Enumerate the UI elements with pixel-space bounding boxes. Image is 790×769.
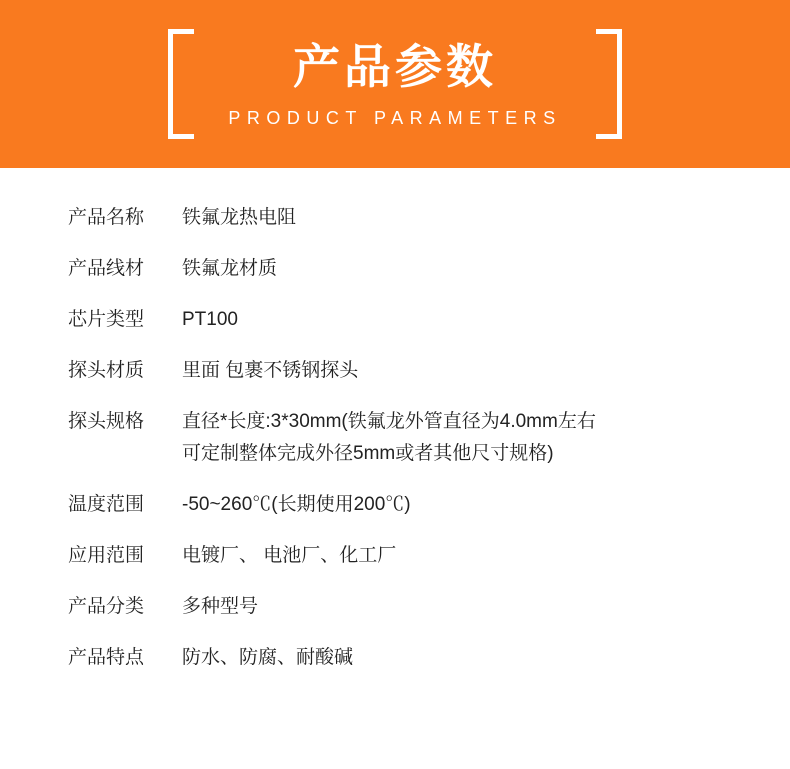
- banner-titles: [212, 39, 578, 129]
- spec-value: -50~260℃(长期使用200℃): [182, 494, 411, 515]
- spec-row: [0, 355, 790, 387]
- left-bracket-decoration: [168, 29, 194, 139]
- spec-label: 温度范围: [68, 494, 145, 515]
- banner-content: [0, 0, 790, 168]
- spec-value: 防水、防腐、耐酸碱: [182, 647, 354, 668]
- spec-row: [0, 202, 790, 234]
- spec-label: 应用范围: [68, 545, 145, 566]
- spec-row: [0, 540, 790, 572]
- spec-label: 芯片类型: [68, 309, 145, 330]
- spec-value-line-1: 直径*长度:3*30mm(铁氟龙外管直径为4.0mm左右: [182, 411, 596, 432]
- spec-value: 铁氟龙热电阻: [182, 207, 297, 228]
- spec-value: PT100: [182, 309, 238, 330]
- spec-row: [0, 406, 790, 470]
- spec-row: [0, 253, 790, 285]
- spec-label: 探头规格: [68, 411, 145, 432]
- spec-value: 铁氟龙材质: [182, 258, 278, 279]
- banner-bracket-group: [168, 29, 622, 139]
- page-banner: [0, 0, 790, 168]
- right-bracket-decoration: [596, 29, 622, 139]
- spec-label: 产品名称: [68, 207, 145, 228]
- spec-row: [0, 304, 790, 336]
- spec-value: 电镀厂、 电池厂、化工厂: [182, 545, 397, 566]
- spec-row: [0, 489, 790, 521]
- spec-list: [0, 168, 790, 693]
- spec-label: 产品线材: [68, 258, 145, 279]
- spec-row: [0, 591, 790, 623]
- page-title: 产品参数: [293, 39, 497, 93]
- spec-label: 探头材质: [68, 360, 145, 381]
- spec-value: 多种型号: [182, 596, 259, 617]
- spec-label: 产品分类: [68, 596, 145, 617]
- spec-value: 里面 包裹不锈钢探头: [182, 360, 359, 381]
- spec-label: 产品特点: [68, 647, 145, 668]
- spec-value-multiline: [172, 406, 790, 470]
- spec-value-line-2: 可定制整体完成外径5mm或者其他尺寸规格): [182, 443, 554, 464]
- page-subtitle: PRODUCT PARAMETERS: [228, 108, 562, 129]
- spec-row: [0, 642, 790, 674]
